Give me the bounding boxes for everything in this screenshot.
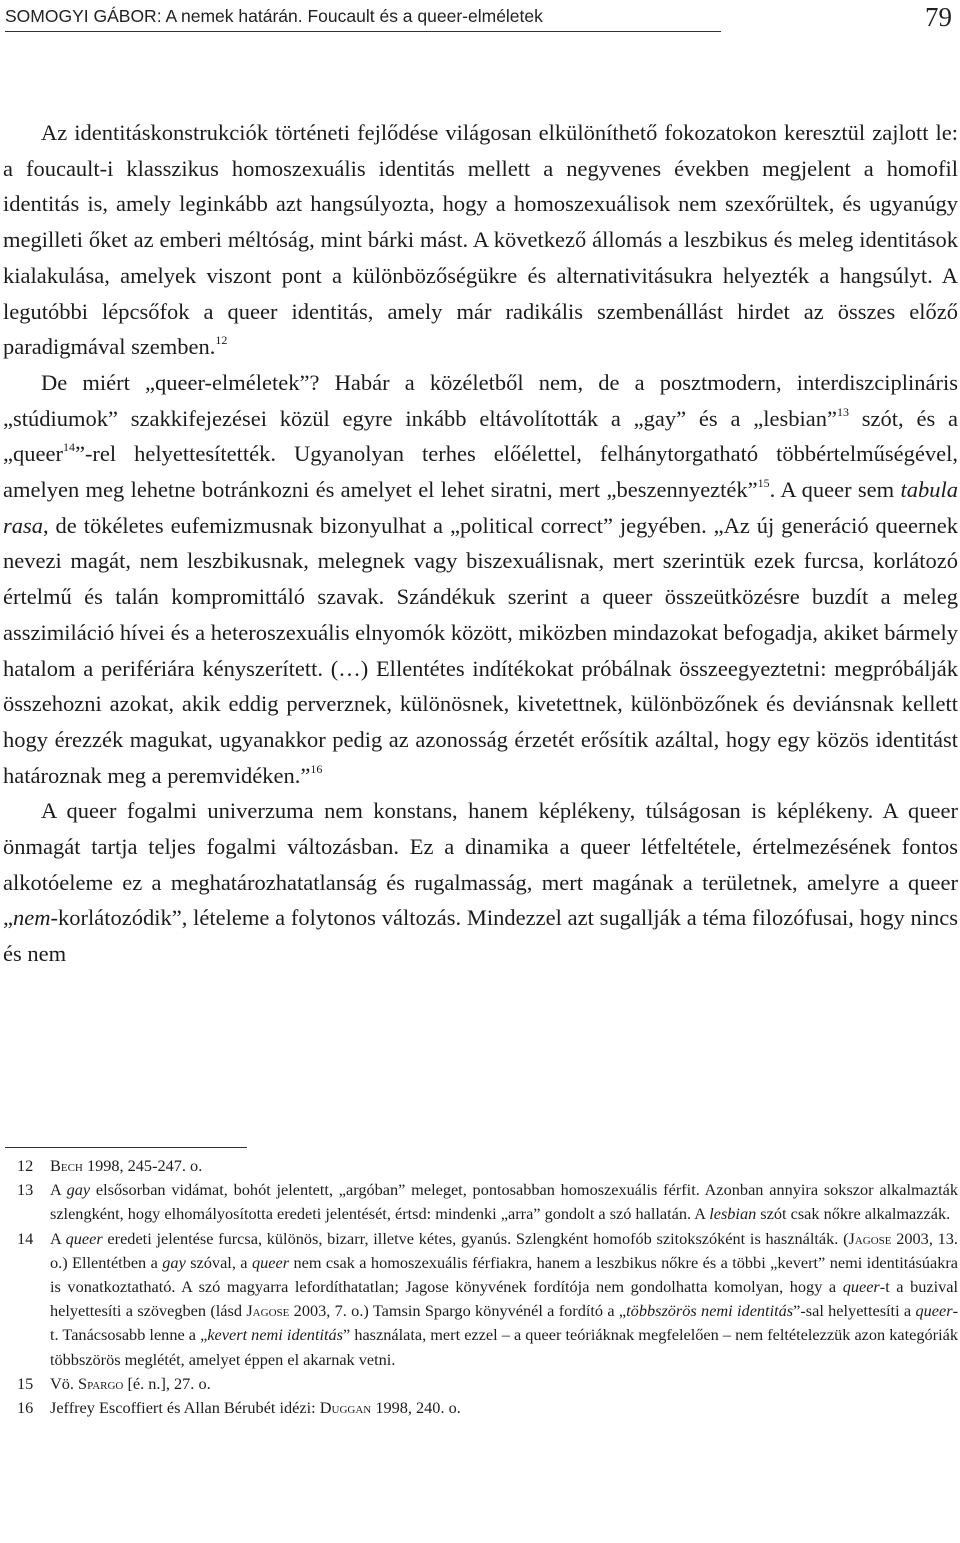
footnote-text: A — [50, 1228, 66, 1248]
paragraph-3-text-a: A queer fogalmi univerzuma nem konstans, hanem képlékeny, túlságosan is képlékeny. A queer önmagát tartja teljes fogalmi változásban. Ez a dinamika a queer létfeltétele, értelmezésének fontos alkotóeleme ez a meghatározhatatlanság és rugalmasság, mert magának a területnek, amelyre a queer „ — [3, 798, 958, 931]
footnote-13 — [5, 1178, 958, 1226]
running-head: SOMOGYI GÁBOR: A nemek határán. Foucault és a queer-elméletek — [5, 6, 721, 32]
paragraph-2-text-a: De miért „queer-elméletek”? Habár a közéletből nem, de a posztmodern, interdiszciplináris „stúdiumok” szakkifejezései közül egyre inkább eltávolították a „gay” és a „lesbian” — [3, 369, 958, 431]
footnote-italic: gay — [66, 1180, 91, 1200]
footnote-ref-12[interactable]: 12 — [215, 333, 228, 348]
paragraph-3 — [3, 793, 958, 972]
footnote-text: -t. Tanácsosabb lenne a „ — [50, 1301, 958, 1345]
footnote-15 — [5, 1372, 958, 1396]
footnote-author: Jagose — [246, 1301, 290, 1321]
footnote-text: [é. n.], 27. o. — [123, 1373, 211, 1393]
paragraph-2-text-c: ”-rel helyettesítették. Ugyanolyan terhes előélettel, felhánytorgatható többértelműségével, amelyen meg lehetne botránkozni és amelyet el lehet siratni, mert „beszennyezték” — [3, 441, 958, 503]
page-number: 79 — [925, 2, 952, 32]
paragraph-2-text-d: . A queer sem — [769, 477, 901, 503]
footnote-text: 2003, 13. o.) Ellentétben a — [50, 1228, 958, 1272]
footnote-ref-16[interactable]: 16 — [310, 761, 323, 776]
footnote-16 — [5, 1396, 958, 1420]
paragraph-2-text-e: , de tökéletes eufemizmusnak bizonyulhat a „political correct” jegyében. „Az új generáció queernek nevezi magát, nem leszbikusnak, melegnek vagy biszexuálisnak, mert szerintük ezek furcsa, korlátozó értelmű és talán kompromittáló szavak. Szándékuk szerint a queer összeütközésre buzdít a meleg asszimiláció hívei és a heteroszexuális elnyomók között, miközben mindazokat befogadja, akiket bármely hatalom a perifériára kényszerített. (…) Ellentétes indítékokat próbálnak összeegyeztetni: megpróbálják összehozni azokat, akik eddig perverznek, különösnek, kivetettnek, különbözőnek és deviánsnak kellett hogy érezzék magukat, ugyanakkor pedig az azonosság érzetét erősítik azáltal, hogy egy közös identitást határoznak meg a peremvidéken.” — [3, 512, 958, 788]
footnote-author: Duggan — [319, 1398, 372, 1418]
footnote-number: 12 — [17, 1156, 34, 1175]
footnote-text: 1998, 245-247. o. — [82, 1156, 203, 1175]
footnote-text: Vö. — [50, 1373, 79, 1393]
footnote-number: 14 — [17, 1228, 34, 1248]
footnote-italic: többszörös nemi identitás — [626, 1301, 794, 1321]
footnote-italic: queer — [251, 1252, 290, 1272]
footnote-italic: kevert nemi identitás — [207, 1325, 343, 1345]
footnote-author: Bech — [50, 1156, 83, 1175]
footnote-text: 2003, 7. o.) Tamsin Spargo könyvénél a fordító a „ — [289, 1301, 627, 1321]
footnote-italic: queer — [915, 1301, 953, 1321]
paragraph-3-italic: nem — [13, 905, 51, 931]
footnote-italic: queer — [842, 1277, 880, 1297]
footnote-author: Jagose — [848, 1228, 892, 1248]
footnote-text: Jeffrey Escoffiert és Allan Bérubét idézi: — [50, 1398, 320, 1418]
footnote-text: eredeti jelentése furcsa, különös, bizarr, illetve kétes, gyanús. Szlengként homofób szitokszóként is használták. ( — [102, 1228, 849, 1248]
footnote-text: nem csak a homoszexuális férfiakra, hanem a leszbikus nőkre és a többi „kevert” nemi identitásúakra is vonatkoztatható. A szó magyarra lefordíthatatlan; Jagose könyvének fordítója nem gondolhatta komolyan, hogy a — [50, 1252, 958, 1297]
footnote-ref-14[interactable]: 14 — [62, 440, 75, 455]
main-text — [3, 115, 958, 972]
footnote-author: Spargo — [78, 1373, 124, 1393]
footnote-ref-15[interactable]: 15 — [757, 476, 770, 491]
paragraph-2-text-b: szót, és a „queer — [3, 405, 958, 467]
footnote-text: ” használata, mert ezzel – a queer teóriáknak megfelelően – nem feltételezzük azon kategóriák többszörös meglétét, amelyet éppen el akarnak vetni. — [50, 1325, 958, 1369]
footnote-number: 13 — [17, 1180, 34, 1200]
footnote-italic: gay — [162, 1252, 186, 1272]
footnote-text: 1998, 240. o. — [371, 1398, 461, 1418]
footnote-number: 16 — [17, 1398, 34, 1418]
footnote-italic: lesbian — [709, 1204, 757, 1224]
paragraph-2-italic: tabula rasa — [3, 477, 958, 538]
paragraph-2 — [3, 365, 958, 793]
footnote-12 — [5, 1154, 958, 1178]
footnote-text: szóval, a — [185, 1252, 252, 1272]
footnote-text: ”-sal helyettesíti a — [793, 1301, 916, 1321]
footnote-text: -t a buzival helyettesíti a szövegben (lásd — [50, 1277, 959, 1321]
footnote-ref-13[interactable]: 13 — [836, 404, 849, 419]
footnote-text: elsősorban vidámat, bohót jelentett, „argóban” meleget, pontosabban homoszexuális férfit. Azonban annyira sokszor alkalmazták szlengként, hogy elhomályosította eredeti jelentését, értsd: mindenki „arra” gondolt a szó hallatán. A — [50, 1180, 958, 1224]
paragraph-3-text-b: -korlátozódik”, lételeme a folytonos változás. Mindezzel azt sugallják a téma filozófusai, hogy nincs és nem — [3, 905, 958, 967]
footnote-number: 15 — [17, 1373, 34, 1393]
footnote-text: A — [50, 1180, 67, 1200]
footnote-text: szót csak nőkre alkalmazzák. — [756, 1204, 951, 1224]
footnote-divider — [5, 1147, 247, 1148]
paragraph-1 — [3, 115, 958, 365]
footnote-14 — [5, 1227, 958, 1372]
footnote-italic: queer — [65, 1228, 103, 1248]
paragraph-1-text: Az identitáskonstrukciók történeti fejlődése világosan elkülöníthető fokozatokon keresztül zajlott le: a foucault-i klasszikus homoszexuális identitás mellett a negyvenes években megjelent a homofil identitás is, amely leginkább azt hangsúlyozta, hogy a homoszexuálisok nem szexőrültek, és ugyanúgy megilleti őket az emberi méltóság, mint bárki mást. A következő állomás a leszbikus és meleg identitások kialakulása, amelyek viszont pont a különbözőségükre és alternativitásukra helyezték a hangsúlyt. A legutóbbi lépcsőfok a queer identitás, amely már radikális szembenállást hirdet az összes előző paradigmával szemben. — [3, 120, 958, 360]
footnotes — [5, 1154, 958, 1420]
